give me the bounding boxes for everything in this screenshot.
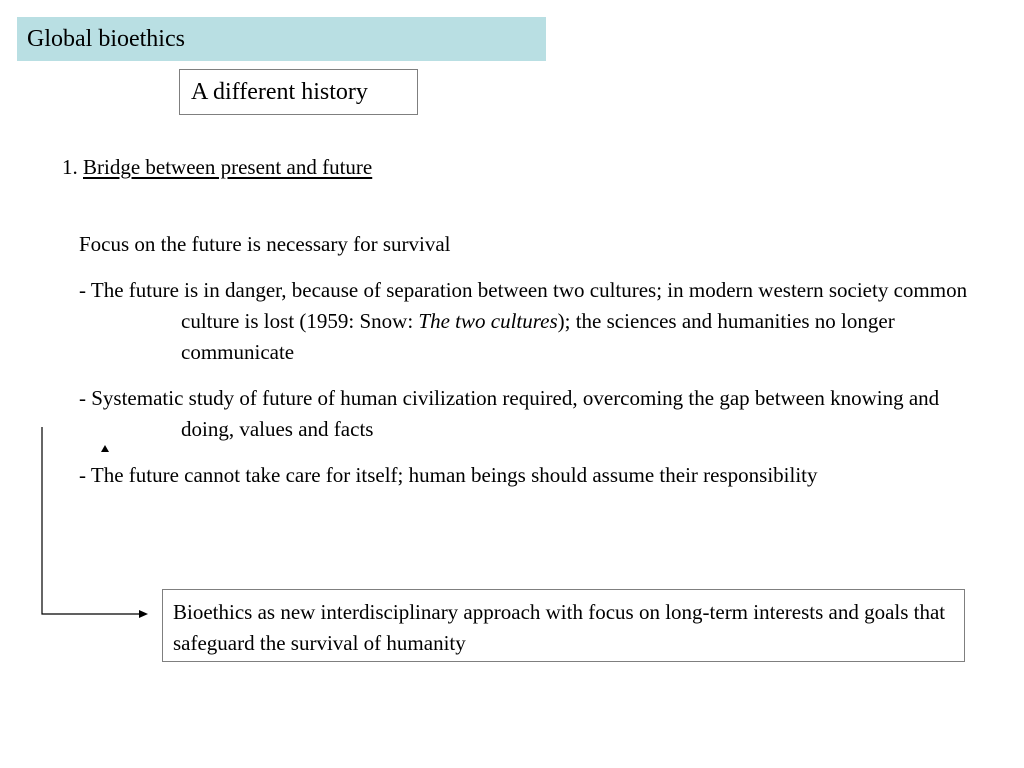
slide-title: Global bioethics	[27, 26, 185, 52]
paragraph-two-cultures	[79, 275, 969, 368]
section-title: Bridge between present and future	[83, 155, 373, 179]
book-title: The two cultures	[418, 309, 558, 333]
slide-title-bar	[17, 17, 546, 61]
body-text	[79, 229, 969, 506]
paragraph-two-cultures-start: - The future is in danger, because of separation between two cultures; in modern western society common culture is lost (1959: Snow:	[79, 278, 968, 333]
paragraph-responsibility: - The future cannot take care for itself; human beings should assume their responsibility	[79, 463, 818, 487]
section-number: 1.	[62, 155, 78, 179]
slide-subtitle: A different history	[191, 79, 368, 105]
subtitle-box	[179, 69, 418, 115]
section-heading	[62, 154, 372, 180]
conclusion-text: Bioethics as new interdisciplinary approach with focus on long-term interests and goals that safeguard the survival of humanity	[173, 600, 946, 655]
conclusion-box	[162, 589, 965, 662]
paragraph-two-cultures-end: ); the sciences and humanities no longer communicate	[181, 309, 895, 364]
paragraph-focus: Focus on the future is necessary for survival	[79, 232, 451, 256]
arrow-head-icon	[139, 610, 148, 618]
paragraph-systematic-study: - Systematic study of future of human civilization required, overcoming the gap between knowing and doing, values and facts	[79, 386, 940, 441]
